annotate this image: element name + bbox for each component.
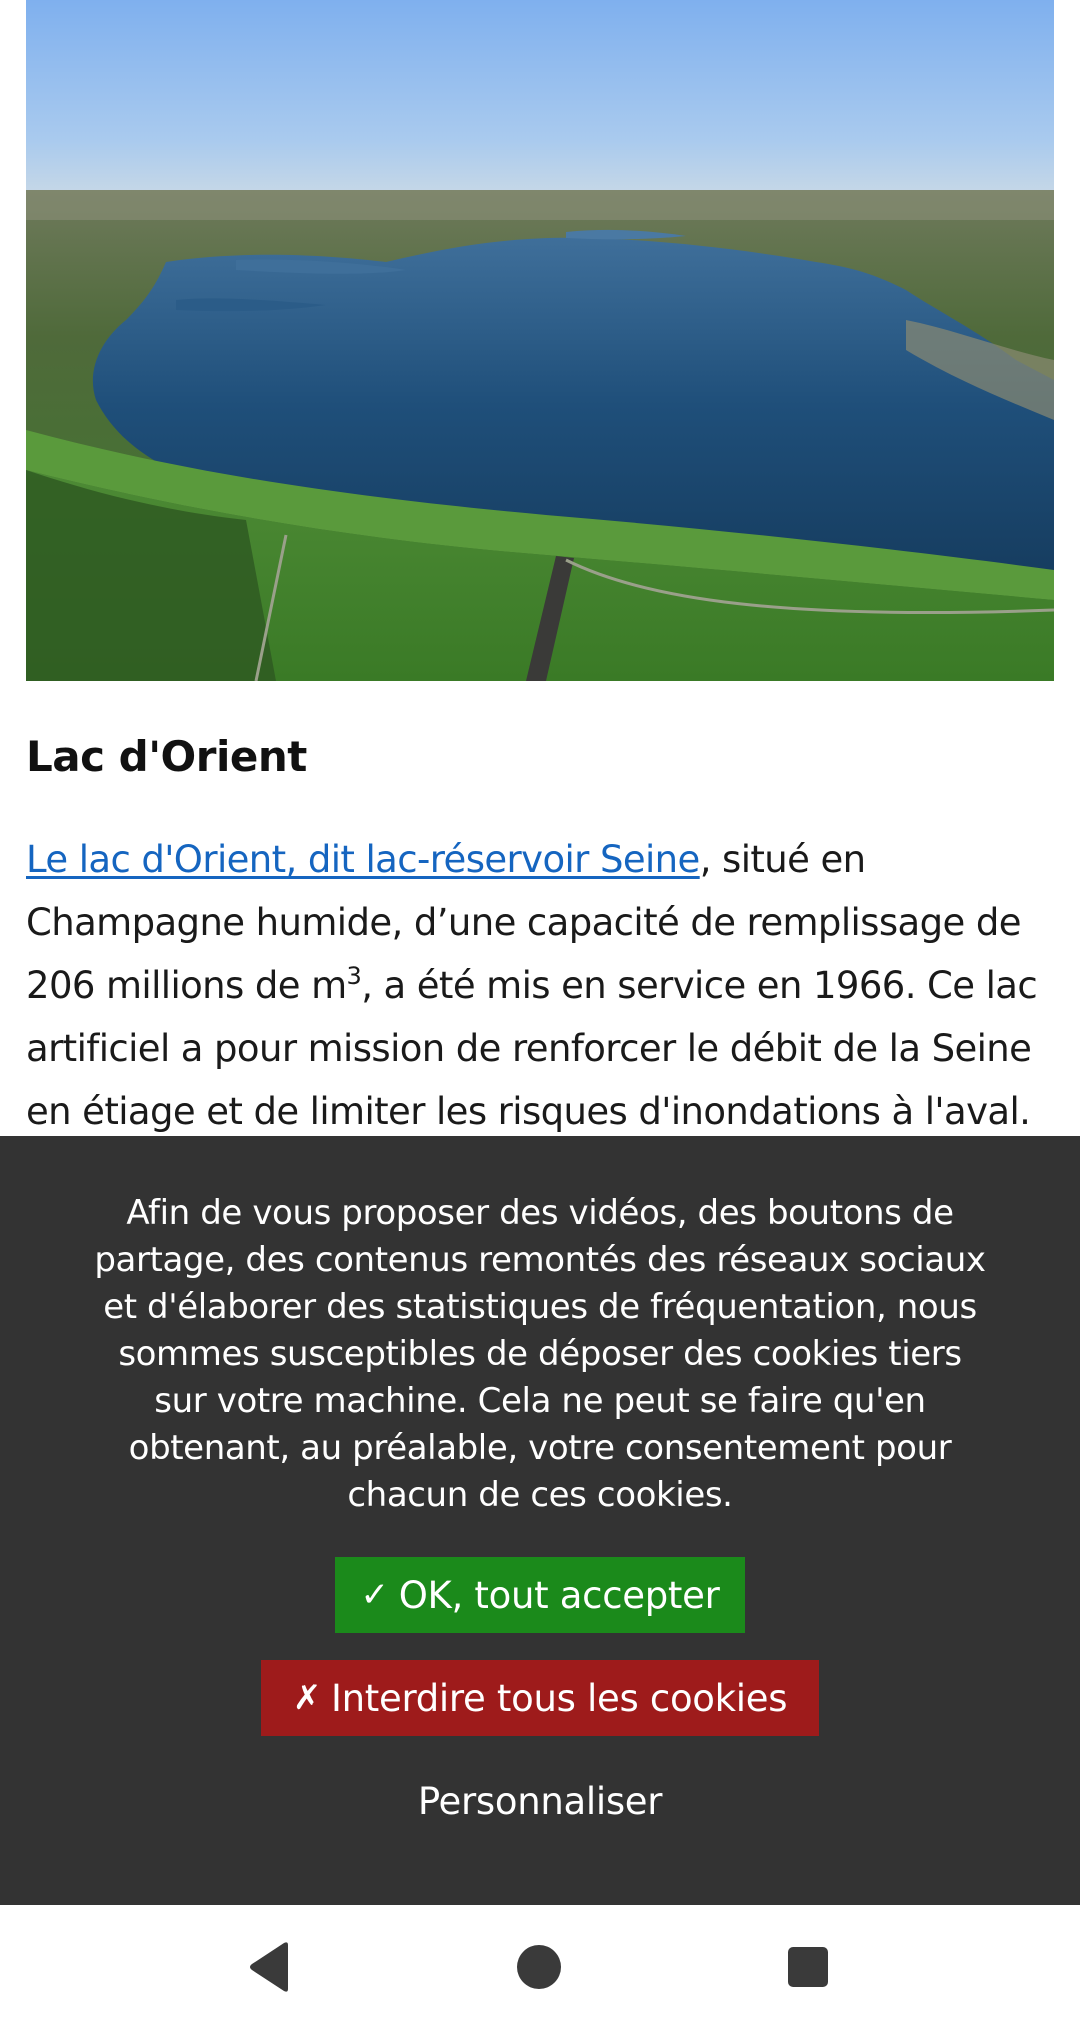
cross-icon: ✗ [292, 1678, 322, 1718]
customize-label: Personnaliser [417, 1779, 663, 1823]
body-text-part2: , a été mis en service en 1966. Ce lac artificiel a pour mission de renforcer le débit de la Seine en étiage et de limiter les risques d'inondations à l'aval. [26, 964, 1038, 1133]
lake-aerial-photo [26, 0, 1054, 681]
recents-icon[interactable] [778, 1937, 838, 1997]
customize-cookies-button[interactable] [340, 1763, 740, 1839]
cookie-message: Afin de vous proposer des vidéos, des boutons de partage, des contenus remontés des réseaux sociaux et d'élaborer des statistiques de fréquentation, nous sommes susceptibles de déposer des cookies tiers sur votre machine. Cela ne peut se faire qu'en obtenant, au préalable, votre consentement pour chacun de ces cookies. [94, 1193, 986, 1515]
accept-all-cookies-button[interactable] [335, 1557, 745, 1633]
deny-all-label: Interdire tous les cookies [331, 1676, 788, 1720]
superscript-3: 3 [346, 962, 362, 990]
checkmark-icon: ✓ [360, 1575, 389, 1615]
system-navigation-bar [0, 1905, 1080, 2031]
body-text-part1: , situé en Champagne humide, d’une capacité de remplissage de 206 millions de m [26, 838, 1021, 1007]
lake-link[interactable]: Le lac d'Orient, dit lac-réservoir Seine [26, 838, 700, 881]
deny-all-cookies-button[interactable] [261, 1660, 819, 1736]
cookie-consent-banner [0, 1136, 1080, 1905]
article-title: Lac d'Orient [26, 732, 307, 781]
back-icon[interactable] [240, 1937, 300, 1997]
accept-all-label: OK, tout accepter [398, 1573, 720, 1617]
article-paragraph [26, 828, 1056, 1143]
home-icon[interactable] [509, 1937, 569, 1997]
